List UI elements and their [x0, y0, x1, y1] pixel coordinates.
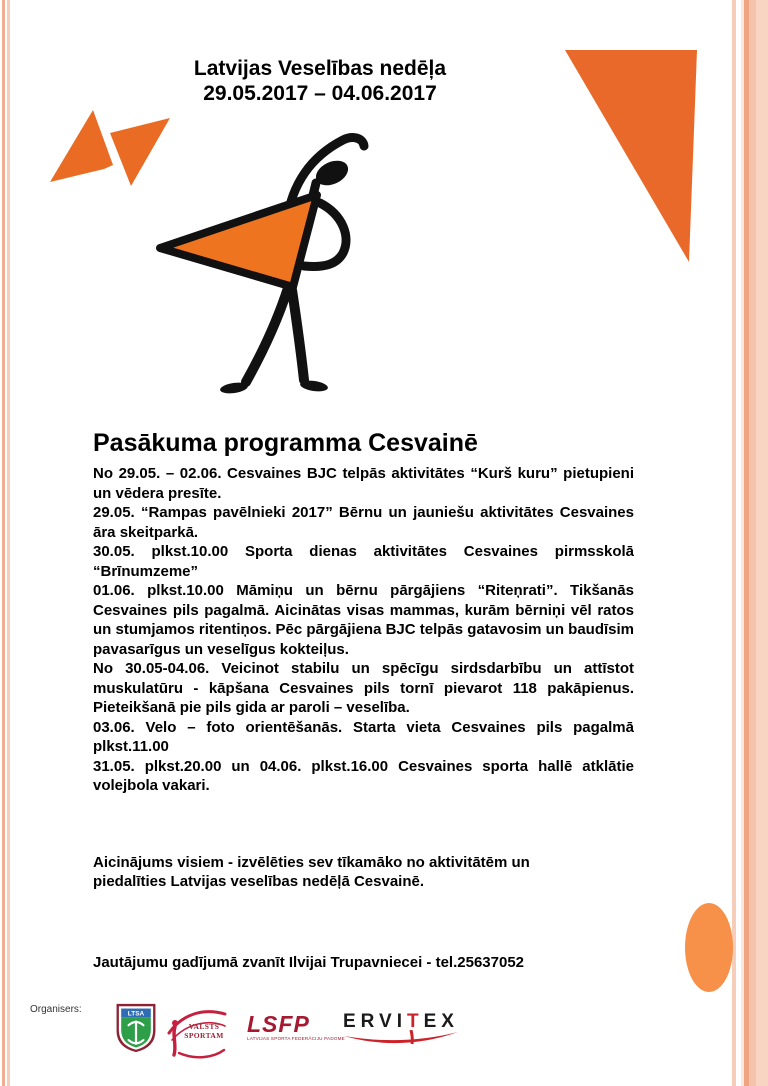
- ervitex-text-right: EX: [423, 1011, 459, 1032]
- contact-text: Jautājumu gadījumā zvanīt Ilvijai Trupavniecei - tel.25637052: [93, 953, 525, 971]
- lsfp-logo-caption: LATVIJAS SPORTA FEDERĀCIJU PADOME: [247, 1036, 345, 1041]
- program-item: 03.06. Velo – foto orientēšanās. Starta vieta Cesvaines pils pagalmā plkst.11.00: [93, 718, 634, 755]
- organisers-logos: [115, 1002, 459, 1059]
- valsts-sportam-text-line2: SPORTAM: [184, 1030, 224, 1040]
- poster-title-line1: Latvijas Veselības nedēļa: [193, 57, 447, 80]
- lsfp-logo-text: LSFP: [247, 1011, 310, 1037]
- invitation-text: Aicinājums visiem - izvēlēties sev tīkamāko no aktivitātēm un piedalīties Latvijas veselības nedēļā Cesvainē.: [93, 853, 530, 890]
- program-item: 31.05. plkst.20.00 un 04.06. plkst.16.00 Cesvaines sporta hallē atklātie volejbola vakari.: [93, 757, 634, 794]
- decor-oval: [685, 903, 733, 992]
- ltsa-logo: [115, 1003, 157, 1053]
- program-heading: Pasākuma programma Cesvainē: [93, 429, 478, 457]
- poster-title: [0, 56, 640, 106]
- valsts-sportam-text-line1: VALSTS: [188, 1022, 220, 1031]
- left-border-stripes: [0, 0, 11, 1086]
- program-item: No 29.05. – 02.06. Cesvaines BJC telpās aktivitātes “Kurš kuru” pietupieni un vēdera presīte.: [93, 465, 634, 502]
- program-item: 29.05. “Rampas pavēlnieki 2017” Bērnu un jauniešu aktivitātes Cesvaines āra skeitparkā.: [93, 504, 634, 541]
- program-section: [93, 428, 634, 972]
- ervitex-text-left: ERVI: [343, 1011, 408, 1032]
- ltsa-logo-text: LTSA: [127, 1010, 145, 1018]
- program-item: No 30.05-04.06. Veicinot stabilu un spēcīgu sirdsdarbību un attīstot muskulatūru - kāpšana Cesvaines pils tornī pievarot 118 pakāpienus. Pieteikšanā pie pils gida ar paroli – veselība.: [93, 660, 634, 716]
- ervitex-swoosh-icon: [343, 1030, 459, 1050]
- ervitex-red-t: T: [407, 1011, 424, 1032]
- ervitex-logo: [343, 1011, 459, 1050]
- poster-title-line2: 29.05.2017 – 04.06.2017: [203, 82, 437, 105]
- orienteering-figure-illustration: [150, 125, 420, 410]
- program-item: 30.05. plkst.10.00 Sporta dienas aktivitātes Cesvaines pirmsskolā “Brīnumzeme”: [93, 543, 634, 580]
- lsfp-logo: [247, 1011, 345, 1041]
- program-item: 01.06. plkst.10.00 Māmiņu un bērnu pārgājiens “Riteņrati”. Tikšanās Cesvaines pils pagalmā. Aicinātas visas mammas, kurām bērniņi vēl ratos un stumjamos ritentiņos. Pēc pārgājiena BJC telpās gatavosim un baudīsim pavasarīgus un veselīgus kokteiļus.: [93, 582, 634, 658]
- right-border-stripes: [732, 0, 768, 1086]
- valsts-sportam-logo: [165, 1007, 227, 1059]
- organisers-label: Organisers:: [30, 1004, 82, 1015]
